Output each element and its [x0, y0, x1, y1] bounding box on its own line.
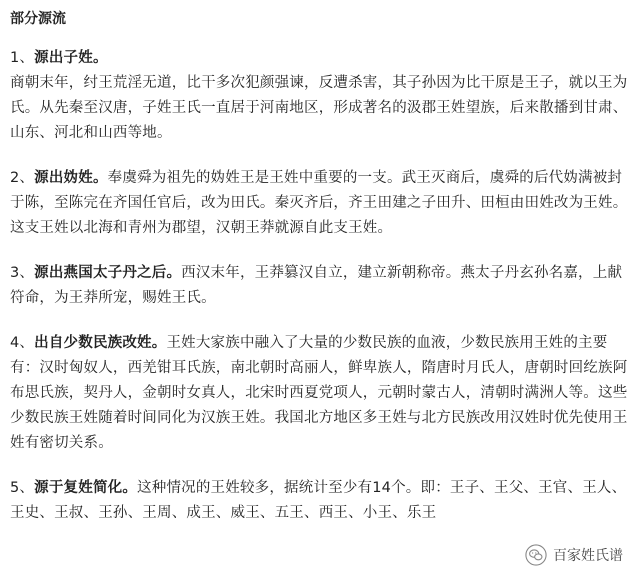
section-body: 商朝末年，纣王荒淫无道，比干多次犯颜强谏，反遭杀害，其子孙因为比干原是王子，就以王为氏。从先秦至汉唐，子姓王氏一直居于河南地区，形成著名的汲郡王姓望族，后来散播到甘肃、山东、河北和山西等地。: [10, 75, 628, 141]
section-body: 西汉末年，王莽篡汉自立，建立新朝称帝。燕太子丹玄孙名嘉，上献符命，为王莽所宠，赐姓王氏。: [10, 265, 623, 306]
section-title: 源于复姓简化。: [34, 480, 138, 496]
section-2: [10, 166, 631, 241]
page-title: 部分源流: [10, 11, 66, 27]
section-4: [10, 331, 631, 456]
section-1: [10, 46, 631, 146]
section-number: 2、: [10, 170, 35, 186]
section-number: 3、: [10, 265, 35, 281]
section-title: 源出妫姓。: [34, 170, 108, 186]
section-number: 1、: [10, 50, 35, 66]
section-title: 源出燕国太子丹之后。: [34, 265, 182, 281]
section-body: 奉虞舜为祖先的妫姓王是王姓中重要的一支。武王灭商后，虞舜的后代妫满被封于陈，至陈完在齐国任官后，改为田氏。秦灭齐后，齐王田建之子田升、田桓由田姓改为王姓。这支王姓以北海和青州为郡望，汉朝王莽就源自此支王姓。: [10, 170, 628, 236]
watermark-text: 百家姓氏谱: [553, 548, 623, 564]
section-number: 4、: [10, 335, 35, 351]
section-body: 王姓大家族中融入了大量的少数民族的血液，少数民族用王姓的主要有：汉时匈奴人，西羌钳耳氏族，南北朝时高丽人，鲜卑族人，隋唐时月氏人，唐朝时回纥族阿布思氏族，契丹人，金朝时女真人，北宋时西夏党项人，元朝时蒙古人，清朝时满洲人等。这些少数民族王姓随着时间同化为汉族王姓。我国北方地区多王姓与北方民族改用汉姓时优先使用王姓有密切关系。: [10, 335, 628, 451]
watermark: [521, 543, 627, 567]
section-5: [10, 476, 631, 526]
section-number: 5、: [10, 480, 35, 496]
section-body: 这种情况的王姓较多，据统计至少有14个。即：王子、王父、王官、王人、王史、王叔、王孙、王周、成王、威王、五王、西王、小王、乐王: [10, 480, 627, 521]
section-title: 出自少数民族改姓。: [34, 335, 167, 351]
wechat-icon: [525, 544, 547, 566]
section-3: [10, 261, 631, 311]
section-title: 源出子姓。: [34, 50, 108, 66]
